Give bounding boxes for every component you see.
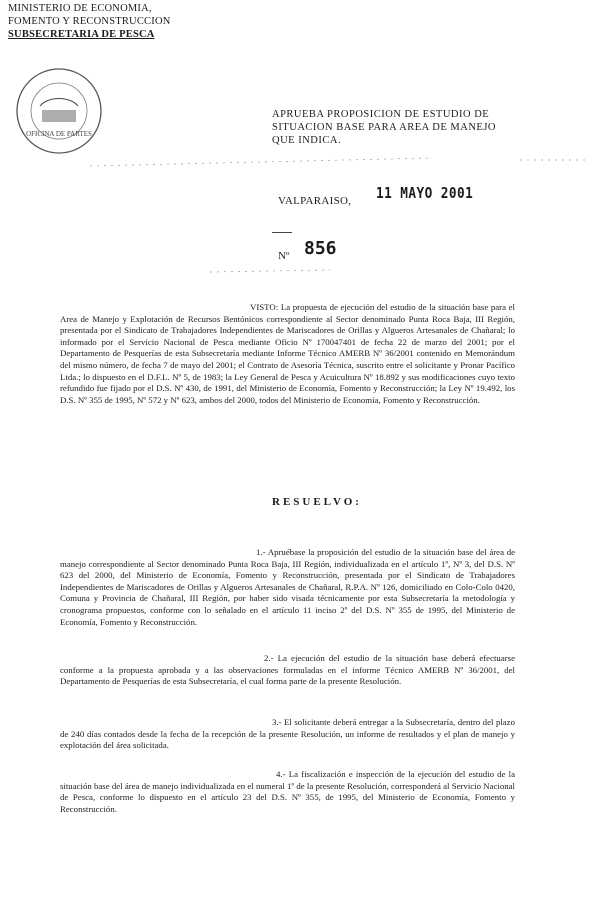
resolution-text: 1.- Apruébase la proposición del estudio de la situación base del área de manejo correspondiente al Sector denominado Punta Roca Baja, III Región, individualizada en el artículo 1º, Nº 3, del D.S. Nº 623 del 2000, del Ministerio de Economía, Fomento y Reconstrucción, presentada por el Sindicato de Trabajadores Independientes de Mariscadores de Orillas y Algueros Artesanales de Chañaral, R.P.A. Nº 126, domiciliado en Colo-Colo 0420, Comuna y Provincia de Chañaral, III Región, por haber sido visada técnicamente por esta Subsecretaría la metodología y cronograma propuestos, conforme con lo señalado en el artículo 11 inciso 2º del D.S. Nº 355 de 1995, del Ministerio de Economía, Fomento y Reconstrucción. (60, 547, 515, 627)
resolution-text: 4.- La fiscalización e inspección de la ejecución del estudio de la situación base del área de manejo individualizada en el numeral 1º de la presente Resolución, corresponderá al Servicio Nacional de Pesca, conforme lo dispuesto en el artículo 23 del D.S. Nº 355, de 1995, del Ministerio de Economía, Fomento y Reconstrucción. (60, 769, 515, 814)
visto-label: VISTO: (250, 302, 279, 312)
seal-text: OFICINA DE PARTES (26, 130, 92, 138)
resolution-number: 856 (304, 238, 337, 259)
resolution-item-2 (60, 653, 515, 688)
ministry-line-1: MINISTERIO DE ECONOMIA, (8, 3, 152, 14)
resuelvo-heading: RESUELVO: (272, 496, 362, 508)
number-dash (272, 232, 292, 233)
resolution-text: 3.- El solicitante deberá entregar a la Subsecretaría, dentro del plazo de 240 días contados desde la fecha de la recepción de la presente Resolución, un informe de resultados y el plan de manejo y explotación del área solicitada. (60, 717, 515, 751)
resolution-item-1 (60, 547, 515, 628)
ministry-header (8, 2, 171, 41)
ministry-line-3: SUBSECRETARIA DE PESCA (8, 29, 155, 40)
date-stamp: 11 MAYO 2001 (376, 184, 474, 202)
visto-text: La propuesta de ejecución del estudio de la situación base para el Area de Manejo y Explotación de Recursos Bentónicos correspondiente al Sector denominado Punta Roca Baja, III Región, presentada por el Sindicato de Trabajadores Independientes de Mariscadores de Orillas y Algueros Artesanales de Chañaral; lo informado por el Servicio Nacional de Pesca mediante Oficio Nº 170047401 de fecha 22 de marzo del 2001; por el Departamento de Pesquerías de esta Subsecretaría mediante Informe Técnico AMERB Nº 36/2001 contenido en Memorándum del mismo número, de fecha 7 de mayo del 2001; el Contrato de Asesoría Técnica, suscrito entre el solicitante y Pronar Pacífico Ltda.; lo dispuesto en el D.F.L. Nº 5, de 1983; la Ley General de Pesca y Acuicultura Nº 18.892 y sus modificaciones cuyo texto refundido fue fijado por el D.S. Nº 430, de 1991, del Ministerio de Economía, Fomento y Reconstrucción; la Ley Nº 19.492, los D.S. Nº 355 de 1995, Nº 572 y Nº 623, ambos del 2000, todos del Ministerio de Economía, Fomento y Reconstrucción. (60, 302, 515, 405)
visto-paragraph (60, 302, 515, 406)
resolution-item-4 (60, 769, 515, 815)
resolution-item-3 (60, 717, 515, 752)
subject-line: APRUEBA PROPOSICION DE ESTUDIO DE SITUACION BASE PARA AREA DE MANEJO QUE INDICA. (272, 109, 497, 146)
ministry-line-2: FOMENTO Y RECONSTRUCCION (8, 16, 171, 27)
place-label: VALPARAISO, (278, 195, 352, 207)
resolution-text: 2.- La ejecución del estudio de la situación base deberá efectuarse conforme a la propuesta aprobada y a las observaciones formuladas en el informe Técnico AMERB Nº 36/2001, del Departamento de Pesquerías de esta Subsecretaría, el cual forma parte de la presente Resolución. (60, 653, 515, 687)
office-seal (14, 66, 104, 156)
number-label: Nº (278, 250, 290, 262)
